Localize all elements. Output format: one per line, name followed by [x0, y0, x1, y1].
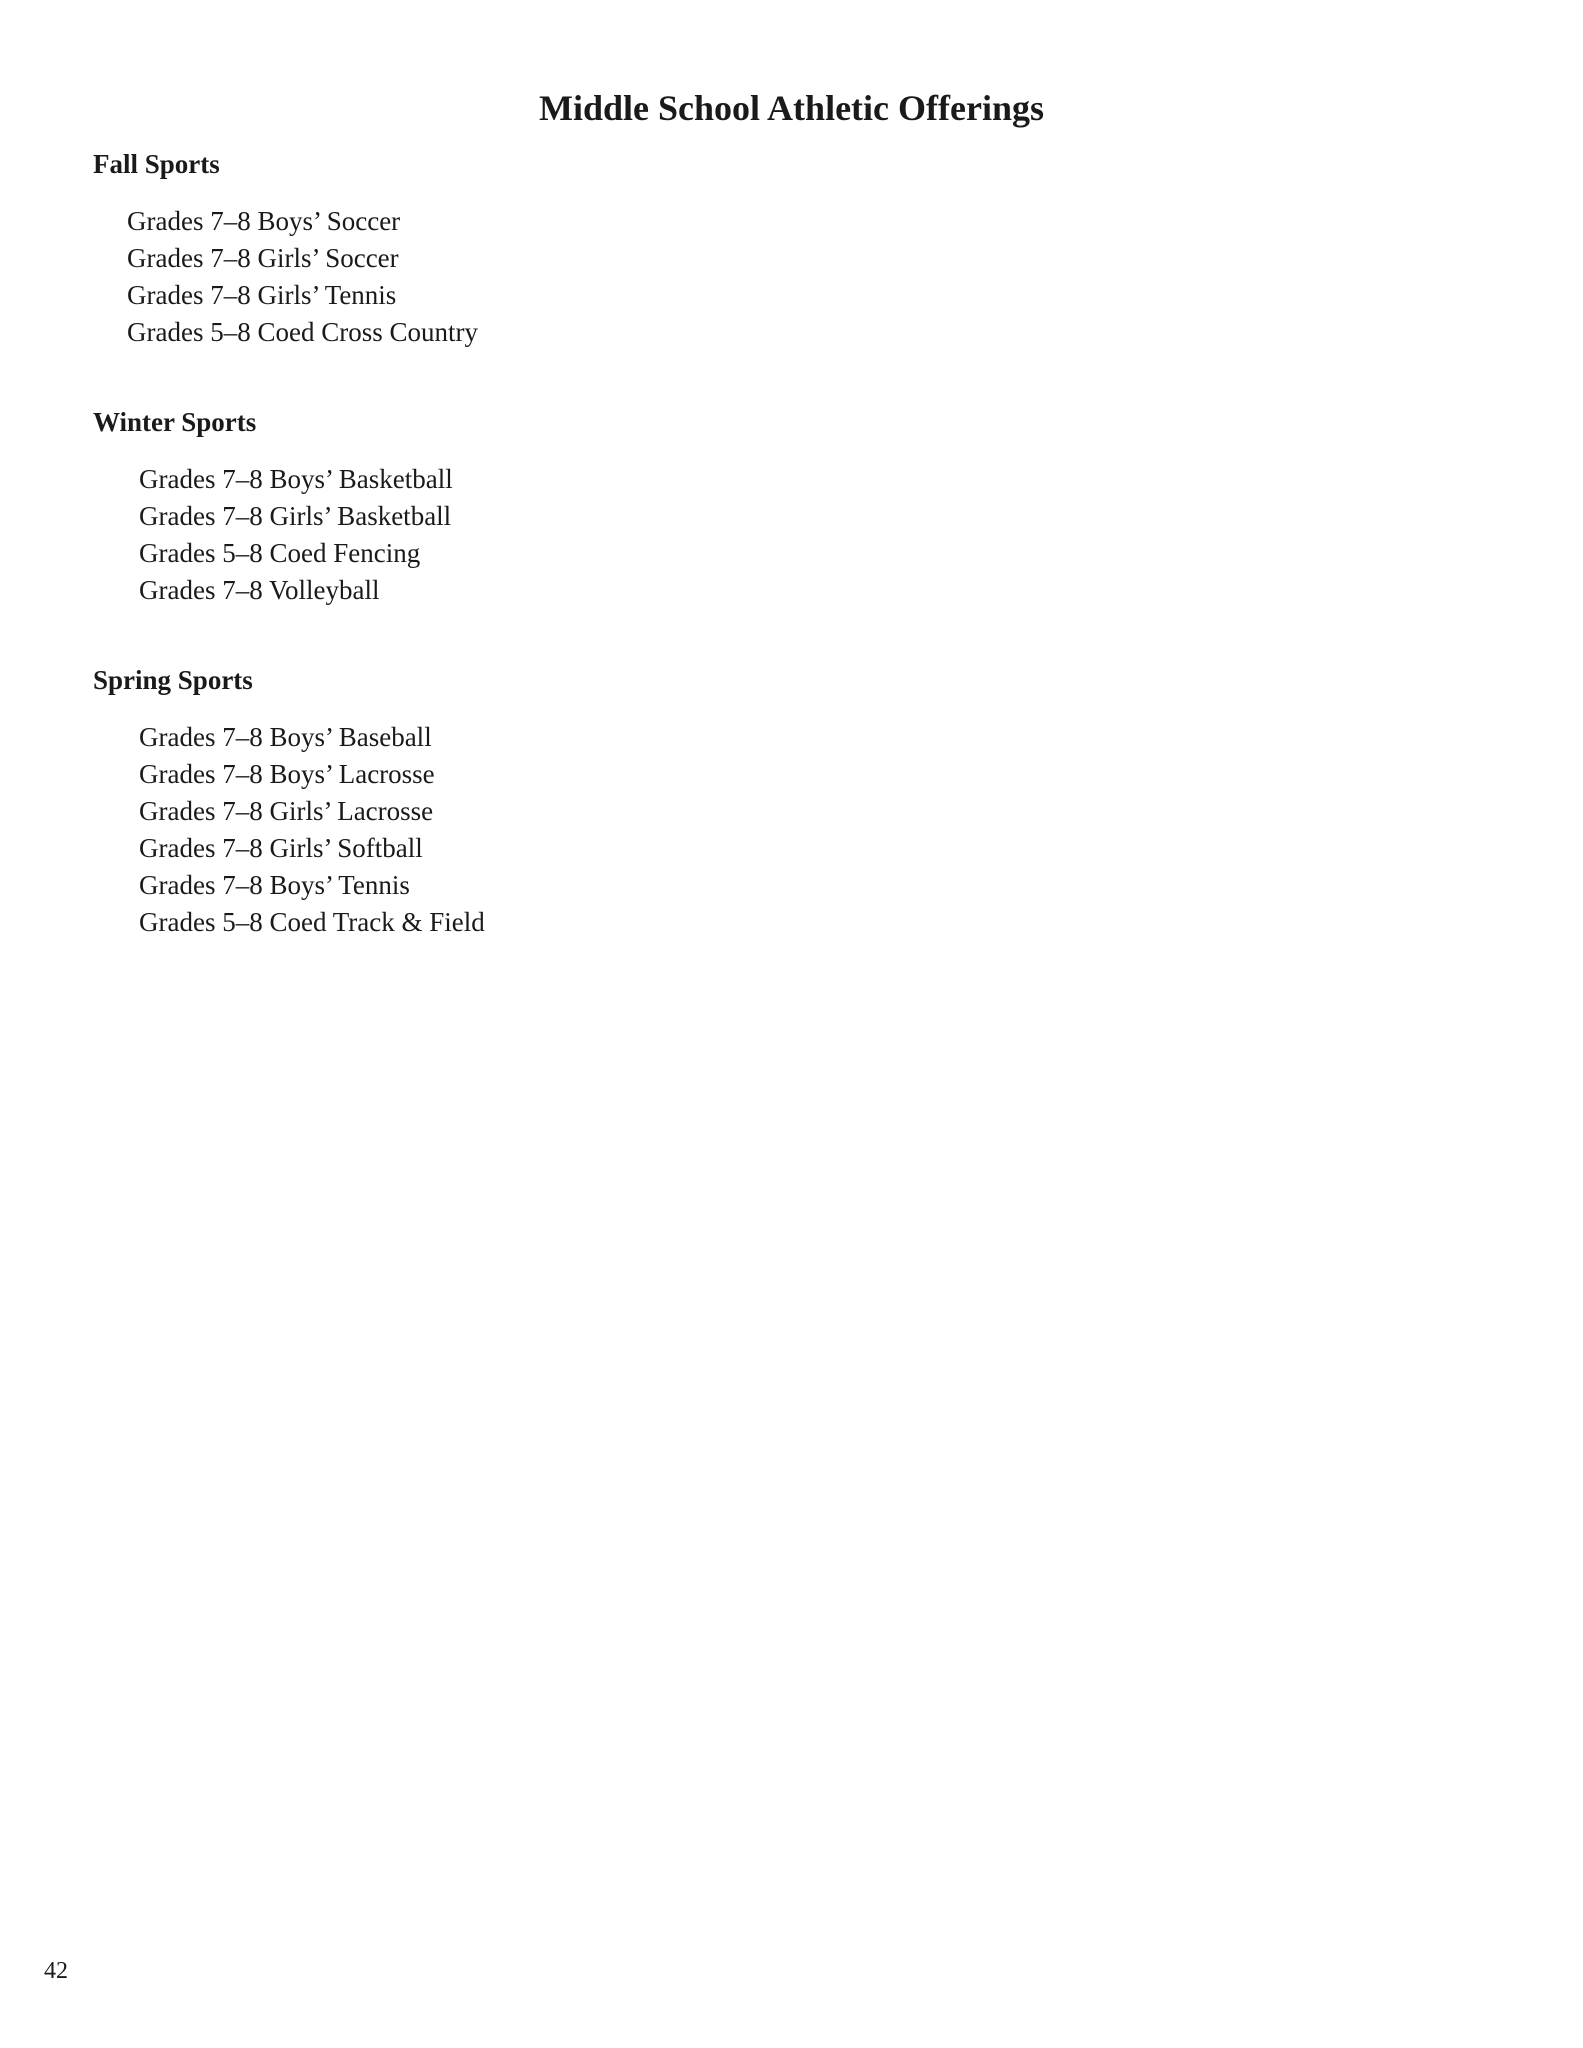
- list-item: Grades 7–8 Girls’ Softball: [139, 833, 423, 863]
- list-item: Grades 5–8 Coed Track & Field: [139, 907, 485, 937]
- spring-sports-section: [93, 663, 485, 941]
- winter-sports-section: [93, 405, 453, 609]
- list-item: Grades 5–8 Coed Cross Country: [127, 317, 478, 347]
- list-item: Grades 7–8 Boys’ Lacrosse: [139, 759, 435, 789]
- list-item: Grades 7–8 Girls’ Soccer: [127, 243, 399, 273]
- list-item: Grades 7–8 Boys’ Baseball: [139, 722, 432, 752]
- winter-sports-list: [93, 461, 453, 609]
- section-heading-winter: Winter Sports: [93, 407, 257, 437]
- list-item: Grades 5–8 Coed Fencing: [139, 538, 421, 568]
- page-title: Middle School Athletic Offerings: [539, 88, 1044, 128]
- section-heading-fall: Fall Sports: [93, 149, 220, 179]
- list-item: Grades 7–8 Boys’ Soccer: [127, 206, 401, 236]
- fall-sports-list: [93, 203, 478, 351]
- list-item: Grades 7–8 Girls’ Tennis: [127, 280, 397, 310]
- section-heading-spring: Spring Sports: [93, 665, 253, 695]
- list-item: Grades 7–8 Boys’ Basketball: [139, 464, 453, 494]
- page-number: 42: [44, 1958, 68, 1984]
- list-item: Grades 7–8 Girls’ Lacrosse: [139, 796, 434, 826]
- spring-sports-list: [93, 719, 485, 941]
- list-item: Grades 7–8 Girls’ Basketball: [139, 501, 452, 531]
- list-item: Grades 7–8 Boys’ Tennis: [139, 870, 410, 900]
- list-item: Grades 7–8 Volleyball: [139, 575, 380, 605]
- fall-sports-section: [93, 147, 478, 351]
